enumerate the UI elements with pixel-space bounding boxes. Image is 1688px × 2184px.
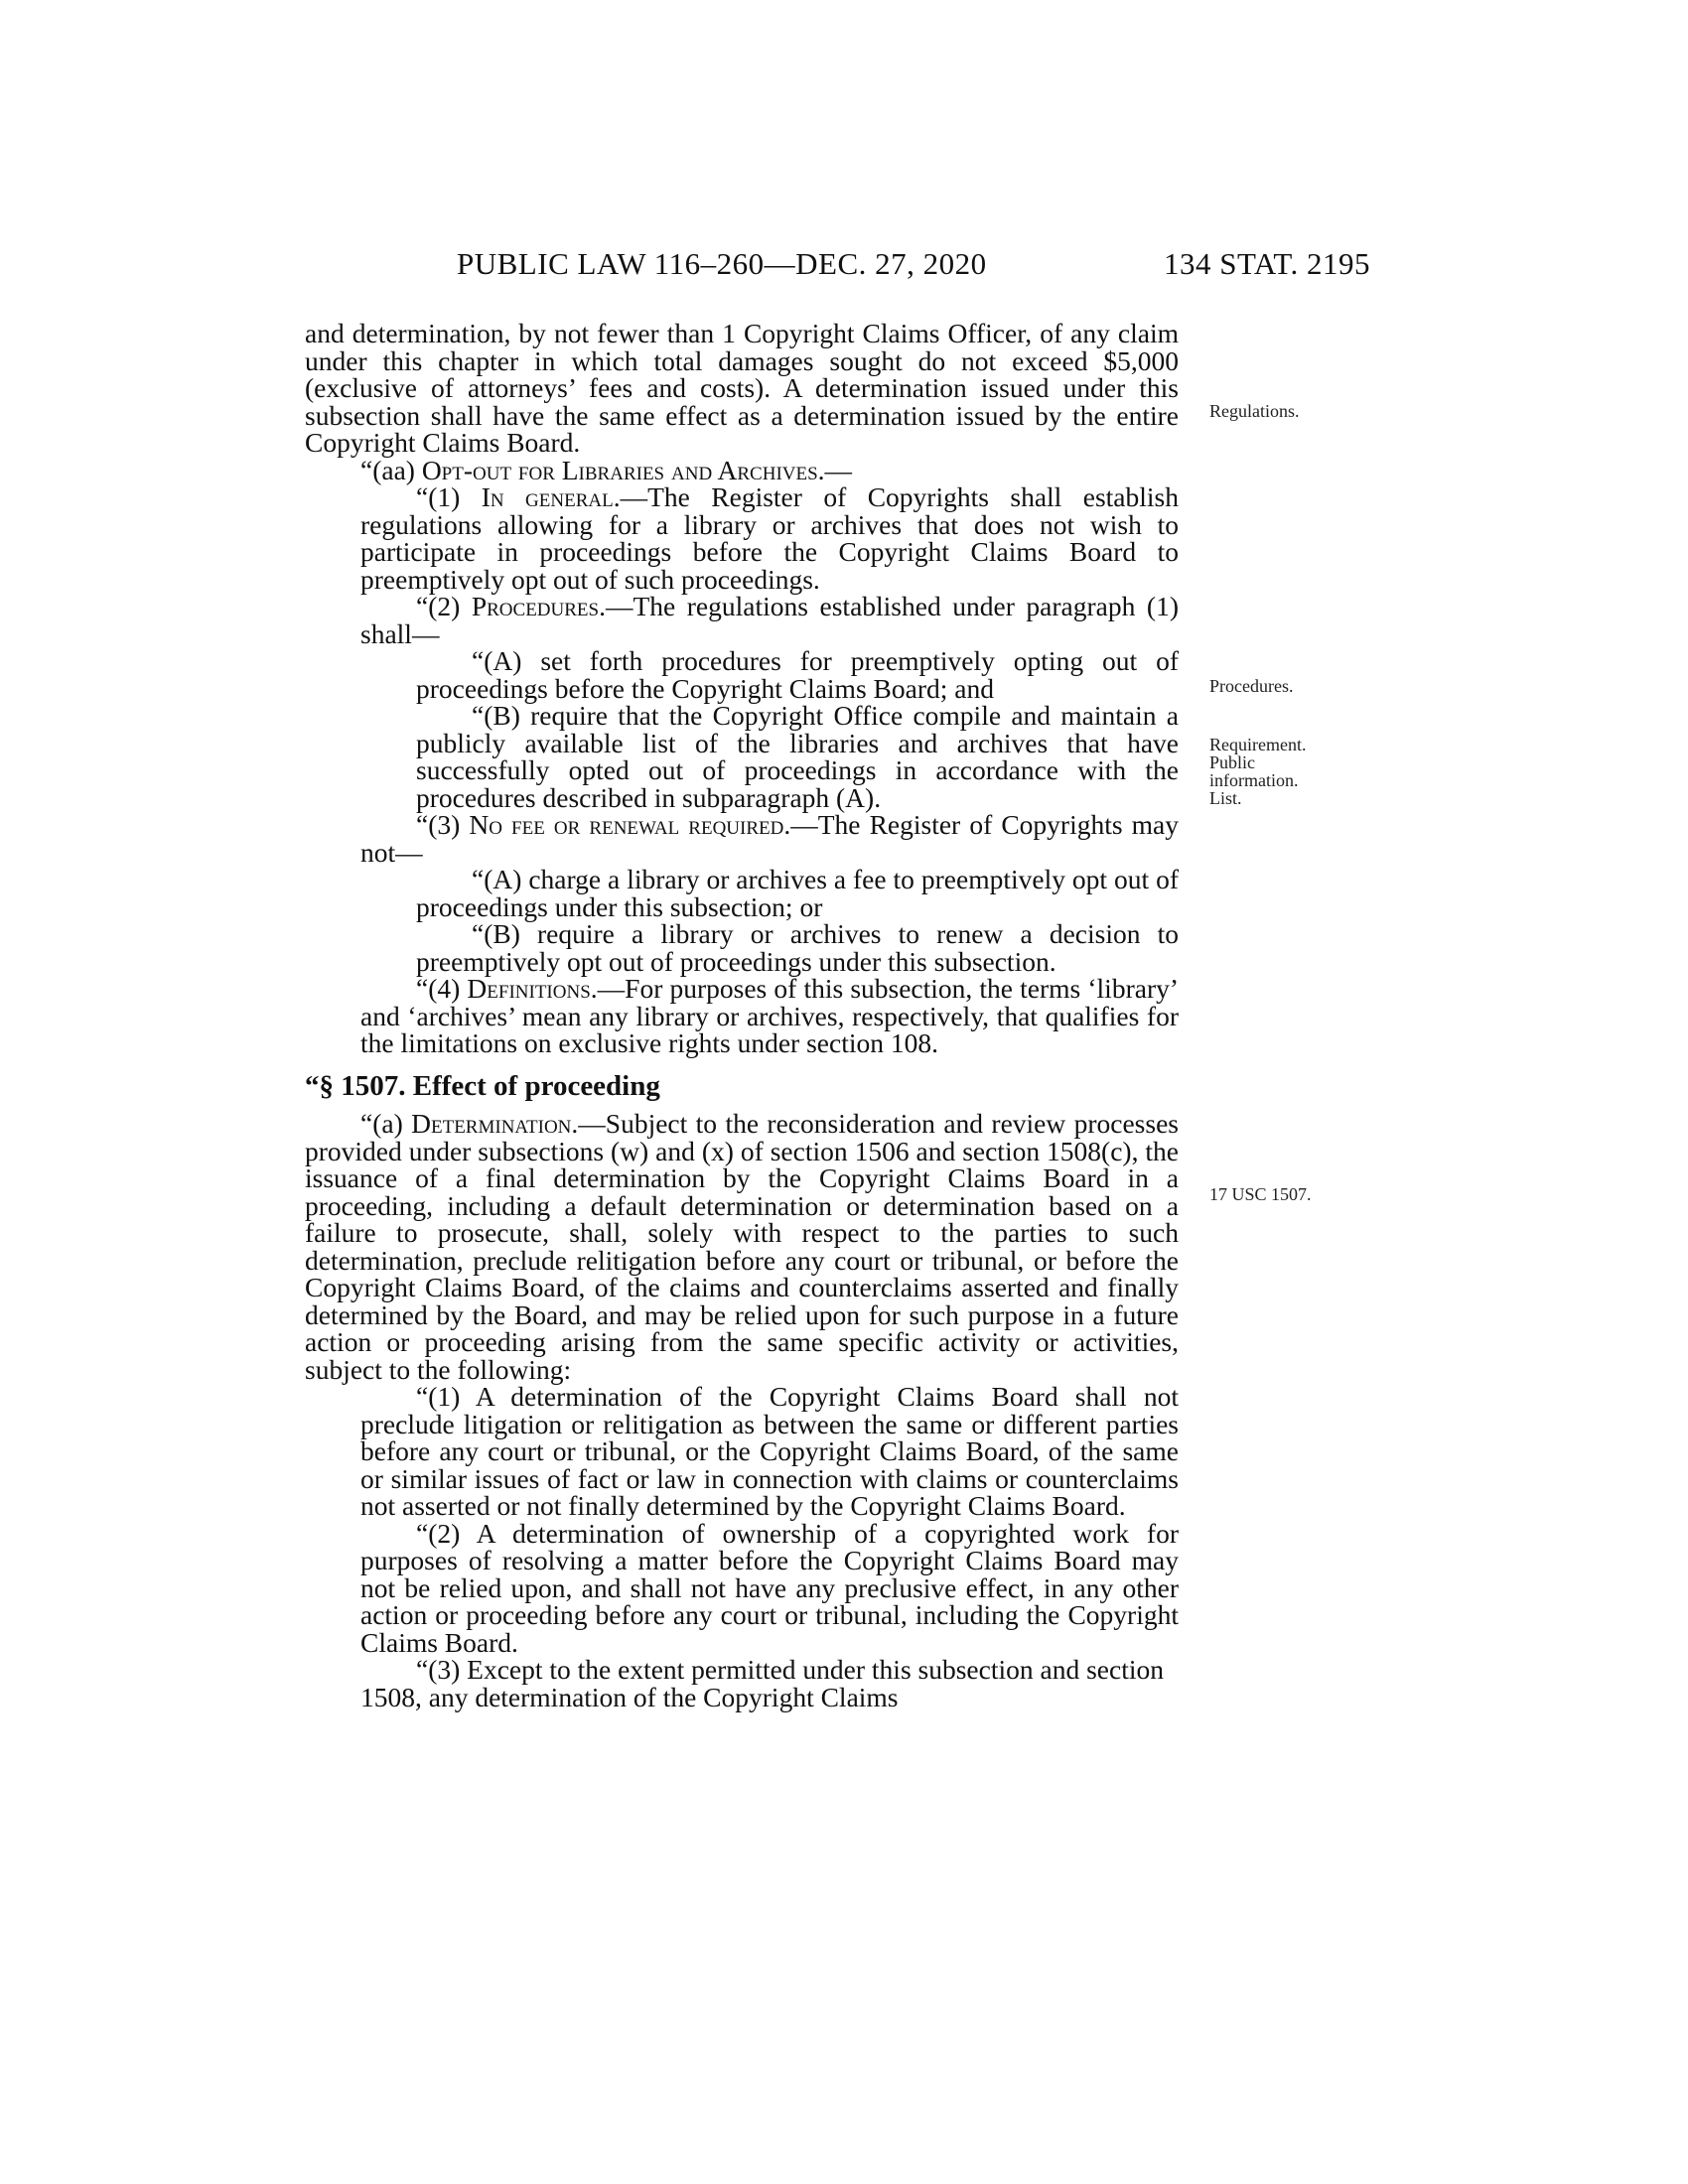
margin-note-requirement: Requirement. Public information. List. (1209, 735, 1307, 808)
law-title: PUBLIC LAW 116–260—DEC. 27, 2020 (457, 246, 987, 281)
paragraph-3-a: “(A) charge a library or archives a fee to preemptively opt out of proceedings under this subsection; or (416, 864, 1179, 922)
section-heading: “§ 1507. Effect of proceeding (305, 1069, 660, 1102)
paragraph-continuation: and determination, by not fewer than 1 Copyright Claims Officer, of any claim under this chapter in which total damages sought do not exceed $5,000 (exclusive of attorneys’ fees and costs). A determination issued under this subsection shall have the same effect as a determination issued by the entire Copyright Claims Board. (305, 318, 1179, 458)
margin-note-procedures: Procedures. (1209, 676, 1294, 696)
paragraph-3: “(3) No fee or renewal required.—The Register of Copyrights may not— (360, 809, 1179, 868)
stat-page-number: 134 STAT. 2195 (1163, 246, 1370, 281)
paragraph-2: “(2) Procedures.—The regulations established under paragraph (1) shall— (360, 591, 1179, 649)
paragraph-2-b: “(B) require that the Copyright Office compile and maintain a publicly available list of the libraries and archives that have successfully opted out of proceedings in accordance with the procedures described in subparagraph (A). (416, 700, 1179, 813)
subsection-a-1: “(1) A determination of the Copyright Claims Board shall not preclude litigation or relitigation as between the same or different parties before any court or tribunal, or the Copyright Claims Board, of the same or similar issues of fact or law in connection with claims or counterclaims not asserted or not finally determined by the Copyright Claims Board. (360, 1381, 1179, 1521)
margin-note-regulations: Regulations. (1209, 401, 1300, 421)
page-header (427, 246, 1370, 294)
paragraph-4: “(4) Definitions.—For purposes of this subsection, the terms ‘library’ and ‘archives’ mean any library or archives, respectively, that qualifies for the limitations on exclusive rights under section 108. (360, 973, 1180, 1058)
subsection-a: “(a) Determination.—Subject to the reconsideration and review processes provided under subsections (w) and (x) of section 1506 and section 1508(c), the issuance of a final determination by the Copyright Claims Board in a proceeding, including a default determination or determination based on a failure to prosecute, shall, solely with respect to the parties to such determination, preclude relitigation before any court or tribunal, or before the Copyright Claims Board, of the claims and counterclaims asserted and finally determined by the Board, and may be relied upon for such purpose in a future action or proceeding arising from the same specific activity or activities, subject to the following: (305, 1108, 1179, 1385)
paragraph-3-b: “(B) require a library or archives to renew a decision to preemptively opt out of proceedings under this subsection. (416, 918, 1179, 977)
subsection-aa-heading: “(aa) Opt-out for Libraries and Archives.— (360, 454, 853, 485)
subsection-a-2: “(2) A determination of ownership of a copyrighted work for purposes of resolving a matter before the Copyright Claims Board may not be relied upon, and shall not have any preclusive effect, in any other action or proceeding before any court or tribunal, including the Copyright Claims Board. (360, 1517, 1179, 1658)
body-text (305, 320, 1179, 1710)
subsection-a-3: “(3) Except to the extent permitted under this subsection and section 1508, any determination of the Copyright Claims (360, 1654, 1164, 1712)
margin-note-usc: 17 USC 1507. (1209, 1184, 1312, 1204)
paragraph-2-a: “(A) set forth procedures for preemptively opting out of proceedings before the Copyright Claims Board; and (416, 645, 1179, 704)
paragraph-1: “(1) In general.—The Register of Copyrights shall establish regulations allowing for a library or archives that does not wish to participate in proceedings before the Copyright Claims Board to preemptively opt out of such proceedings. (360, 481, 1179, 595)
